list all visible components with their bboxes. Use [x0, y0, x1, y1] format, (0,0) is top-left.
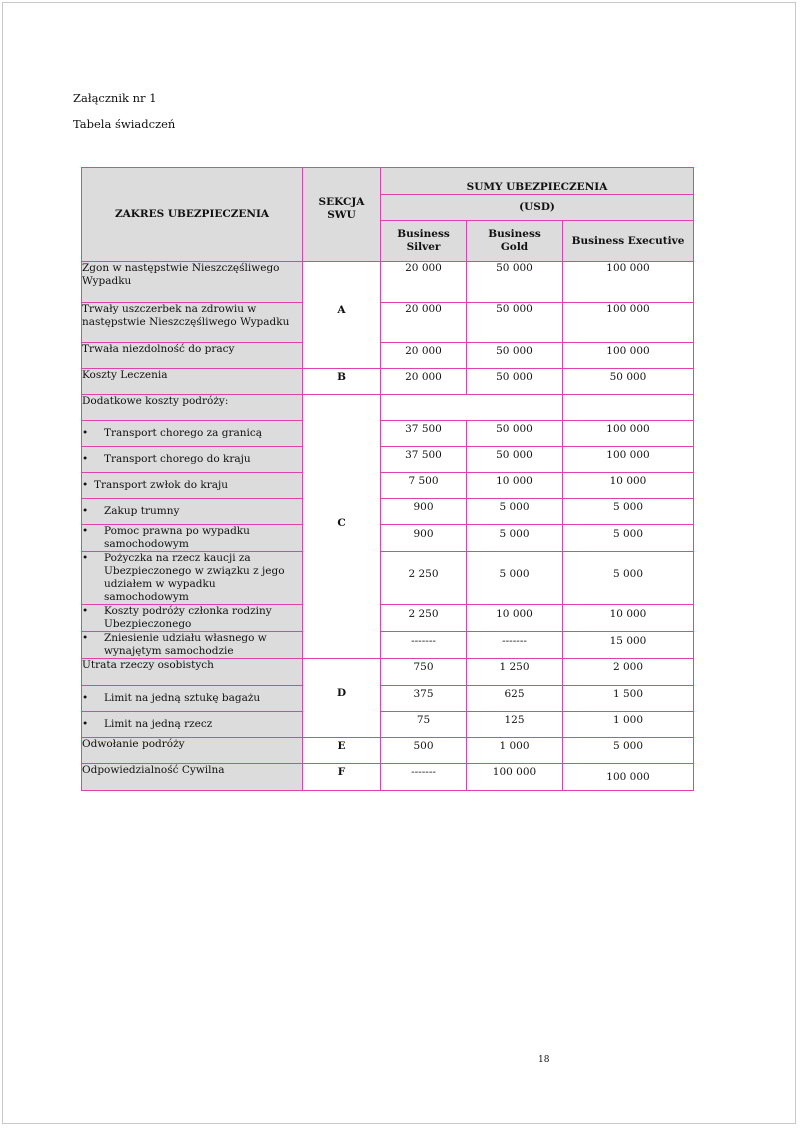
value-executive: 1 500 [563, 686, 694, 712]
value-gold: ------- [467, 632, 563, 659]
section-cell: C [303, 395, 381, 659]
value-gold: 10 000 [467, 605, 563, 632]
section-cell: E [303, 738, 381, 764]
value-gold: 100 000 [467, 764, 563, 791]
bullet: • [82, 552, 89, 564]
bullet: • [82, 453, 89, 465]
row-label: Utrata rzeczy osobistych [82, 659, 303, 686]
value-gold: 5 000 [467, 525, 563, 552]
table-row [82, 421, 694, 447]
value-silver: 20 000 [381, 343, 467, 369]
value-executive: 100 000 [563, 343, 694, 369]
row-label: • Transport chorego do kraju [82, 447, 303, 473]
table-row [82, 303, 694, 343]
value-silver-gold-empty [381, 395, 563, 421]
section-cell: F [303, 764, 381, 791]
bullet: • [82, 605, 89, 617]
value-executive: 100 000 [563, 764, 694, 791]
document-page [2, 2, 796, 1124]
value-gold: 625 [467, 686, 563, 712]
header-plan-silver: Business Silver [381, 221, 467, 262]
value-executive: 50 000 [563, 369, 694, 395]
section-cell: B [303, 369, 381, 395]
value-gold: 50 000 [467, 447, 563, 473]
row-label: • Zniesienie udziału własnego w wynajętym samochodzie [82, 632, 303, 659]
bullet: • [82, 479, 89, 491]
table-row [82, 499, 694, 525]
header-sums: SUMY UBEZPIECZENIA [381, 168, 694, 195]
value-executive: 5 000 [563, 552, 694, 605]
value-silver: 7 500 [381, 473, 467, 499]
row-label: Odwołanie podróży [82, 738, 303, 764]
value-executive: 100 000 [563, 421, 694, 447]
value-gold: 50 000 [467, 343, 563, 369]
table-row [82, 659, 694, 686]
row-label: • Koszty podróży członka rodziny Ubezpieczonego [82, 605, 303, 632]
value-gold: 125 [467, 712, 563, 738]
value-executive: 100 000 [563, 303, 694, 343]
table-row [82, 686, 694, 712]
header-plan-executive: Business Executive [563, 221, 694, 262]
table-row [82, 552, 694, 605]
value-silver: 20 000 [381, 369, 467, 395]
table-row [82, 764, 694, 791]
benefits-table [81, 167, 694, 791]
value-silver: 900 [381, 499, 467, 525]
bullet: • [82, 692, 89, 704]
table-row [82, 525, 694, 552]
value-gold: 1 000 [467, 738, 563, 764]
header-section: SEKCJA SWU [303, 168, 381, 262]
bullet: • [82, 718, 89, 730]
value-gold: 5 000 [467, 552, 563, 605]
value-gold: 10 000 [467, 473, 563, 499]
value-executive: 15 000 [563, 632, 694, 659]
value-silver: 37 500 [381, 421, 467, 447]
table-row [82, 395, 694, 421]
row-label: • Transport chorego za granicą [82, 421, 303, 447]
value-silver: 20 000 [381, 303, 467, 343]
value-silver: 2 250 [381, 552, 467, 605]
value-executive: 2 000 [563, 659, 694, 686]
value-executive: 5 000 [563, 525, 694, 552]
value-executive-empty [563, 395, 694, 421]
value-silver: 20 000 [381, 262, 467, 303]
table-row [82, 369, 694, 395]
value-silver: 2 250 [381, 605, 467, 632]
value-gold: 50 000 [467, 369, 563, 395]
row-label: Odpowiedzialność Cywilna [82, 764, 303, 791]
row-label: • Pożyczka na rzecz kaucji za Ubezpieczonego w związku z jego udziałem w wypadku samochodowym [82, 552, 303, 605]
row-label: • Zakup trumny [82, 499, 303, 525]
table-row [82, 738, 694, 764]
value-silver: ------- [381, 764, 467, 791]
row-label: Koszty Leczenia [82, 369, 303, 395]
value-executive: 100 000 [563, 262, 694, 303]
value-executive: 10 000 [563, 473, 694, 499]
header-plan-gold: Business Gold [467, 221, 563, 262]
table-row [82, 605, 694, 632]
row-label: • Transport zwłok do kraju [82, 473, 303, 499]
bullet: • [82, 525, 89, 537]
value-gold: 50 000 [467, 421, 563, 447]
table-row [82, 343, 694, 369]
value-silver: 500 [381, 738, 467, 764]
table-row [82, 712, 694, 738]
section-cell: A [303, 262, 381, 369]
section-cell: D [303, 659, 381, 738]
bullet: • [82, 505, 89, 517]
value-silver: 75 [381, 712, 467, 738]
value-silver: ------- [381, 632, 467, 659]
header-currency: (USD) [381, 195, 694, 221]
row-label: • Limit na jedną rzecz [82, 712, 303, 738]
value-gold: 1 250 [467, 659, 563, 686]
row-label: • Limit na jedną sztukę bagażu [82, 686, 303, 712]
bullet: • [82, 427, 89, 439]
page-number: 18 [538, 1055, 550, 1065]
header-scope: ZAKRES UBEZPIECZENIA [82, 168, 303, 262]
row-label: Trwały uszczerbek na zdrowiu w następstwie Nieszczęśliwego Wypadku [82, 303, 303, 343]
bullet: • [82, 632, 89, 644]
row-label: Dodatkowe koszty podróży: [82, 395, 303, 421]
table-row [82, 447, 694, 473]
value-executive: 10 000 [563, 605, 694, 632]
value-silver: 750 [381, 659, 467, 686]
value-gold: 50 000 [467, 303, 563, 343]
value-executive: 1 000 [563, 712, 694, 738]
row-label: Zgon w następstwie Nieszczęśliwego Wypadku [82, 262, 303, 303]
value-silver: 37 500 [381, 447, 467, 473]
value-silver: 900 [381, 525, 467, 552]
value-silver: 375 [381, 686, 467, 712]
value-gold: 50 000 [467, 262, 563, 303]
value-executive: 5 000 [563, 738, 694, 764]
row-label: Trwała niezdolność do pracy [82, 343, 303, 369]
value-gold: 5 000 [467, 499, 563, 525]
table-row [82, 262, 694, 303]
table-row [82, 632, 694, 659]
document-title: Tabela świadczeń [73, 117, 176, 131]
table-row [82, 473, 694, 499]
value-executive: 100 000 [563, 447, 694, 473]
annex-label: Załącznik nr 1 [73, 91, 157, 105]
row-label: • Pomoc prawna po wypadku samochodowym [82, 525, 303, 552]
value-executive: 5 000 [563, 499, 694, 525]
